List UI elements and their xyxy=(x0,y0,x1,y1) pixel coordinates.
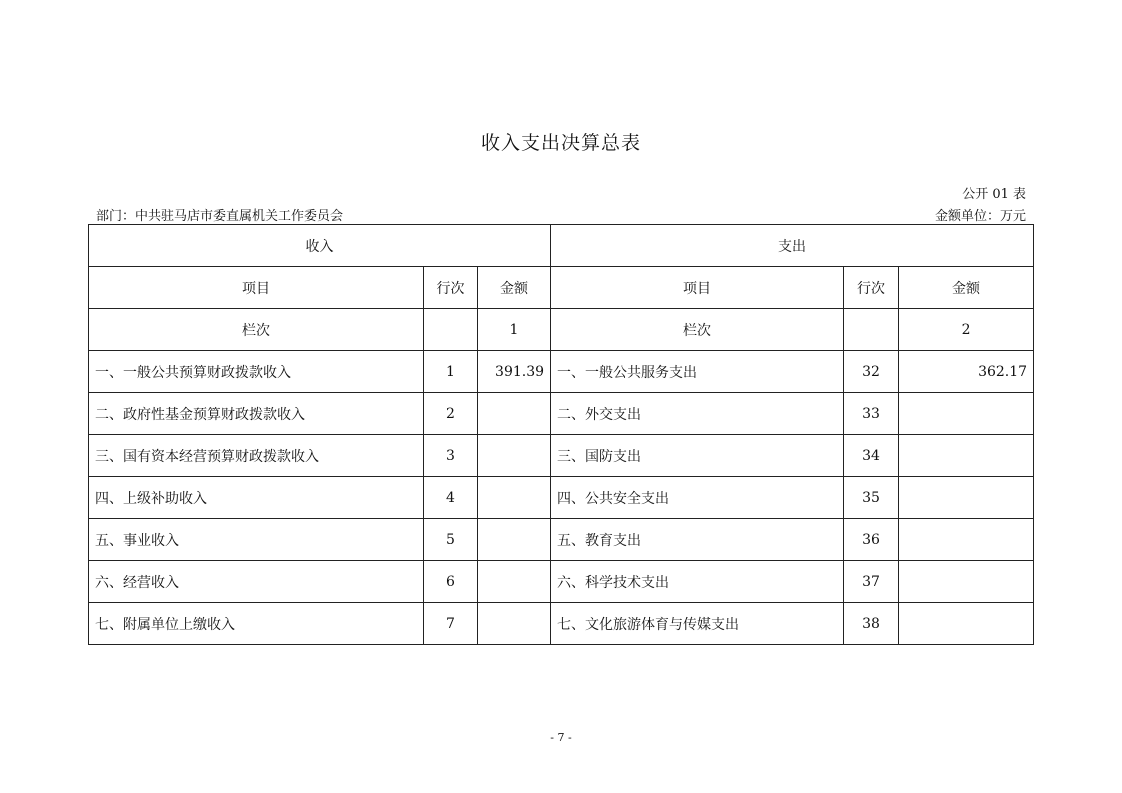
income-item-header: 项目 xyxy=(89,267,424,309)
page-number: - 7 - xyxy=(550,731,572,744)
department-label: 部门：中共驻马店市委直属机关工作委员会 xyxy=(96,209,344,224)
expense-amount-header: 金额 xyxy=(899,267,1034,309)
income-item-cell: 五、事业收入 xyxy=(89,519,424,561)
expense-line-header: 行次 xyxy=(844,267,899,309)
income-expense-table xyxy=(88,224,1034,645)
income-line-cell: 5 xyxy=(424,519,478,561)
expense-section-header: 支出 xyxy=(551,225,1034,267)
expense-column-index-blank xyxy=(844,309,899,351)
table-row xyxy=(89,519,1034,561)
table-row xyxy=(89,561,1034,603)
income-line-cell: 2 xyxy=(424,393,478,435)
income-amount-cell xyxy=(478,603,551,645)
expense-amount-cell xyxy=(899,435,1034,477)
amount-unit-label: 金额单位：万元 xyxy=(934,209,1026,224)
income-column-index-label: 栏次 xyxy=(89,309,424,351)
income-section-header: 收入 xyxy=(89,225,551,267)
table-row xyxy=(89,393,1034,435)
column-header-row xyxy=(89,267,1034,309)
expense-amount-cell xyxy=(899,519,1034,561)
income-line-cell: 6 xyxy=(424,561,478,603)
expense-line-cell: 35 xyxy=(844,477,899,519)
expense-item-header: 项目 xyxy=(551,267,844,309)
income-item-cell: 三、国有资本经营预算财政拨款收入 xyxy=(89,435,424,477)
income-amount-cell xyxy=(478,435,551,477)
table-row xyxy=(89,477,1034,519)
expense-amount-cell xyxy=(899,603,1034,645)
income-line-cell: 3 xyxy=(424,435,478,477)
income-amount-cell xyxy=(478,561,551,603)
income-column-index: 1 xyxy=(478,309,551,351)
expense-amount-cell xyxy=(899,393,1034,435)
expense-item-cell: 七、文化旅游体育与传媒支出 xyxy=(551,603,844,645)
income-item-cell: 六、经营收入 xyxy=(89,561,424,603)
income-item-cell: 七、附属单位上缴收入 xyxy=(89,603,424,645)
income-amount-cell xyxy=(478,477,551,519)
income-amount-cell xyxy=(478,393,551,435)
income-line-cell: 4 xyxy=(424,477,478,519)
expense-item-cell: 三、国防支出 xyxy=(551,435,844,477)
table-row xyxy=(89,351,1034,393)
expense-line-cell: 32 xyxy=(844,351,899,393)
expense-line-cell: 33 xyxy=(844,393,899,435)
section-header-row xyxy=(89,225,1034,267)
income-item-cell: 一、一般公共预算财政拨款收入 xyxy=(89,351,424,393)
form-number: 公开 01 表 xyxy=(962,187,1026,202)
income-line-cell: 1 xyxy=(424,351,478,393)
expense-item-cell: 六、科学技术支出 xyxy=(551,561,844,603)
income-amount-cell xyxy=(478,519,551,561)
column-index-row xyxy=(89,309,1034,351)
expense-line-cell: 36 xyxy=(844,519,899,561)
table-row xyxy=(89,603,1034,645)
expense-item-cell: 四、公共安全支出 xyxy=(551,477,844,519)
expense-line-cell: 34 xyxy=(844,435,899,477)
expense-item-cell: 二、外交支出 xyxy=(551,393,844,435)
income-item-cell: 二、政府性基金预算财政拨款收入 xyxy=(89,393,424,435)
income-amount-header: 金额 xyxy=(478,267,551,309)
expense-amount-cell xyxy=(899,561,1034,603)
expense-item-cell: 五、教育支出 xyxy=(551,519,844,561)
expense-amount-cell: 362.17 xyxy=(899,351,1034,393)
expense-column-index-label: 栏次 xyxy=(551,309,844,351)
expense-line-cell: 37 xyxy=(844,561,899,603)
income-line-cell: 7 xyxy=(424,603,478,645)
page-title: 收入支出决算总表 xyxy=(480,132,641,154)
table-row xyxy=(89,435,1034,477)
expense-column-index: 2 xyxy=(899,309,1034,351)
expense-line-cell: 38 xyxy=(844,603,899,645)
expense-item-cell: 一、一般公共服务支出 xyxy=(551,351,844,393)
income-item-cell: 四、上级补助收入 xyxy=(89,477,424,519)
expense-amount-cell xyxy=(899,477,1034,519)
income-line-header: 行次 xyxy=(424,267,478,309)
income-amount-cell: 391.39 xyxy=(478,351,551,393)
income-column-index-blank xyxy=(424,309,478,351)
